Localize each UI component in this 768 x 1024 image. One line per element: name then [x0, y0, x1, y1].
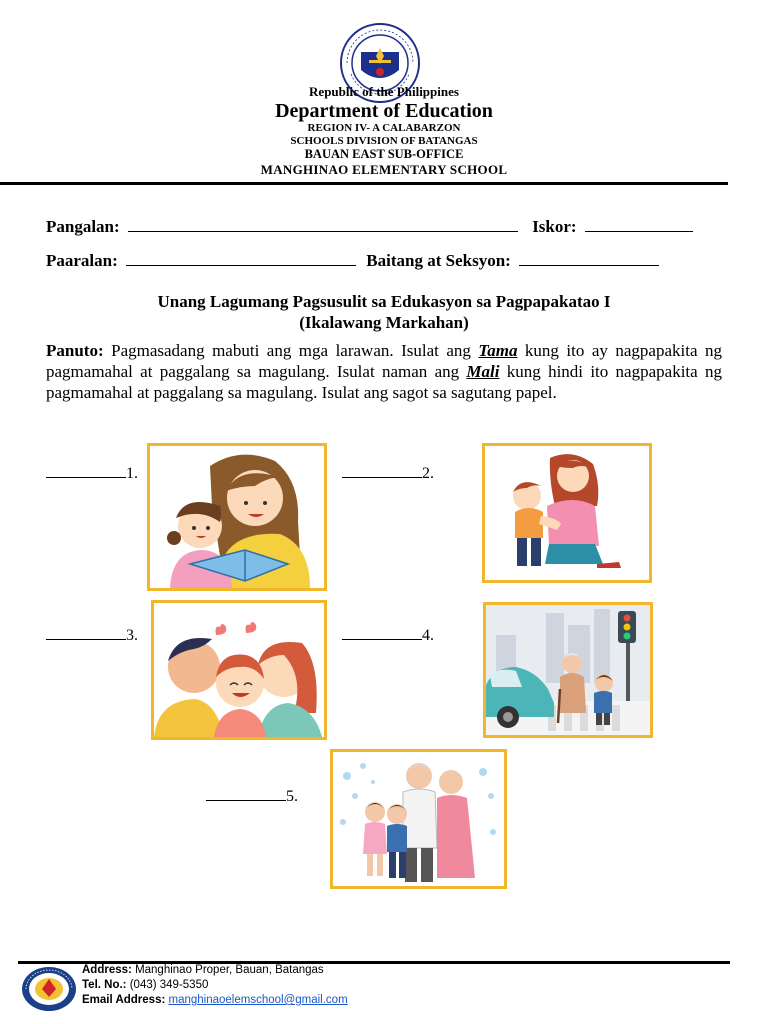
school-label: Paaralan:: [46, 251, 118, 270]
header-region: REGION IV- A CALABARZON: [307, 122, 461, 134]
item-number-4: 4.: [422, 627, 434, 644]
keyword-tama: Tama: [478, 341, 518, 360]
header-division: SCHOOLS DIVISION OF BATANGAS: [290, 135, 478, 147]
answer-item-5: [206, 788, 298, 806]
tel-value: (043) 349-5350: [129, 979, 209, 991]
answer-item-3: [46, 627, 138, 645]
answer-blank-3[interactable]: [46, 627, 126, 640]
instructions-label: Panuto:: [46, 341, 104, 360]
item-number-2: 2.: [422, 465, 434, 482]
header-divider: [0, 182, 728, 185]
footer-telephone: [82, 979, 208, 991]
picture-mother-hugging-son: [482, 443, 652, 583]
header-department: Department of Education: [275, 100, 493, 122]
picture-child-helping-elder-cross: [483, 602, 653, 738]
test-title: Unang Lagumang Pagsusulit sa Edukasyon sa Pagpapakatao I: [157, 292, 611, 311]
item-number-1: 1.: [126, 465, 138, 482]
tel-label: Tel. No.:: [82, 979, 127, 991]
test-subtitle: (Ikalawang Markahan): [299, 313, 469, 332]
email-label: Email Address:: [82, 994, 166, 1006]
instructions-text-b: kung ito ay nagpapakita ng pagmamahal at paggalang sa magulang. Isulat naman ang: [46, 341, 722, 381]
answer-item-4: [342, 627, 434, 645]
answer-blank-5[interactable]: [206, 788, 286, 801]
email-link[interactable]: manghinaoelemschool@gmail.com: [168, 994, 348, 1006]
school-blank[interactable]: [126, 250, 356, 266]
score-label: Iskor:: [532, 217, 577, 236]
grade-section-blank[interactable]: [519, 250, 659, 266]
keyword-mali: Mali: [466, 362, 500, 381]
school-field-row: [46, 250, 659, 271]
header-republic: Republic of the Philippines: [309, 84, 459, 99]
picture-parents-kissing-child: [151, 600, 327, 740]
picture-children-greeting-grandparents: [330, 749, 507, 889]
score-blank[interactable]: [585, 216, 693, 232]
instructions-text-a: Pagmasadang mabuti ang mga larawan. Isulat ang: [103, 341, 479, 360]
name-field-row: [46, 216, 693, 237]
name-label: Pangalan:: [46, 217, 120, 236]
answer-blank-1[interactable]: [46, 465, 126, 478]
answer-item-2: [342, 465, 434, 483]
item-number-3: 3.: [126, 627, 138, 644]
grade-section-label: Baitang at Seksyon:: [366, 251, 511, 270]
name-blank[interactable]: [128, 216, 518, 232]
school-logo: [20, 965, 78, 1013]
address-value: Manghinao Proper, Bauan, Batangas: [135, 964, 324, 976]
header-school: MANGHINAO ELEMENTARY SCHOOL: [260, 162, 508, 177]
instructions: [46, 340, 722, 403]
address-label: Address:: [82, 964, 132, 976]
footer-address: [82, 964, 324, 976]
answer-item-1: [46, 465, 138, 483]
instructions-text-c: kung hindi ito nagpapakita ng pagmamahal at paggalang sa magulang. Isulat ang sagot sa sagutang papel.: [46, 362, 722, 402]
answer-blank-4[interactable]: [342, 627, 422, 640]
footer-email: [82, 994, 348, 1006]
item-number-5: 5.: [286, 788, 298, 805]
picture-mother-child-reading: [147, 443, 327, 591]
answer-blank-2[interactable]: [342, 465, 422, 478]
header-suboffice: BAUAN EAST SUB-OFFICE: [304, 147, 464, 161]
